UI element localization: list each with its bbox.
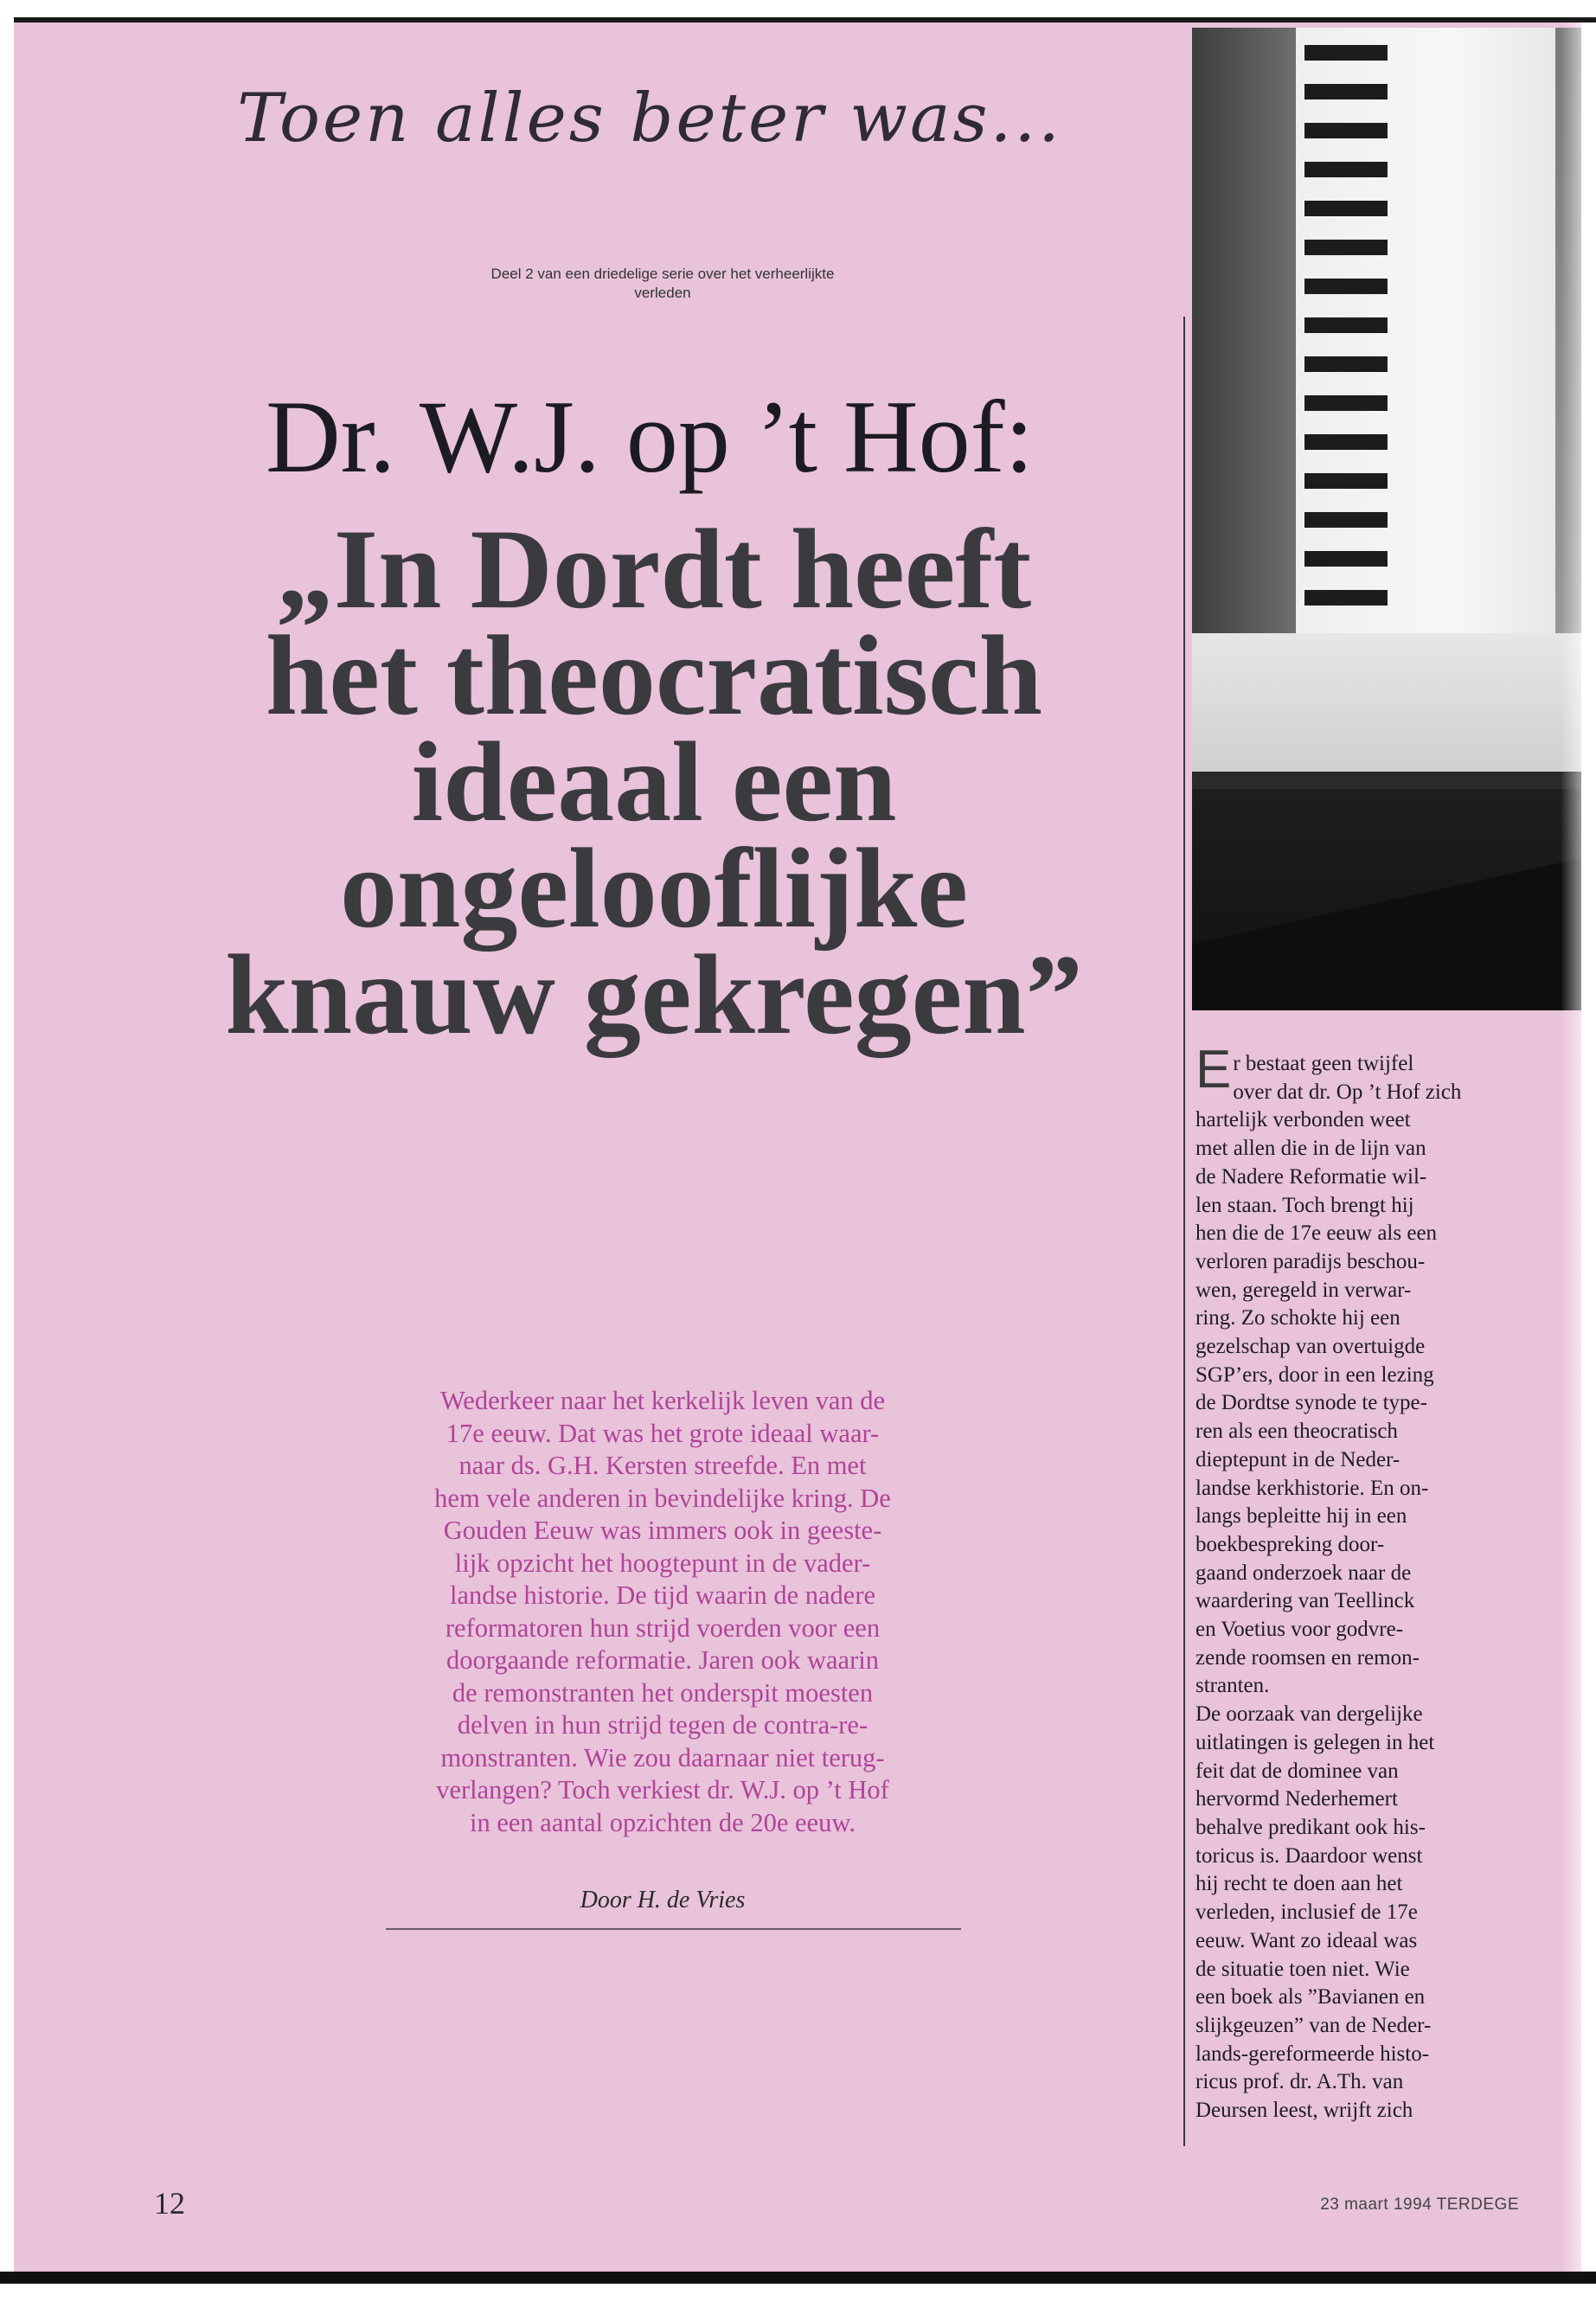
intro-line: 17e eeuw. Dat was het grote ideaal waar- <box>445 1418 880 1448</box>
scan-shadow <box>1561 22 1581 2272</box>
body-line: de Nadere Reformatie wil- <box>1195 1164 1427 1189</box>
intro-line: landse historie. De tijd waarin de nadere <box>449 1580 876 1610</box>
photo-wall <box>1192 28 1296 633</box>
body-line: toricus is. Daardoor wenst <box>1195 1843 1423 1868</box>
byline: Door H. de Vries <box>580 1887 746 1913</box>
body-line: lands-gereformeerde histo- <box>1195 2041 1430 2066</box>
series-line: Deel 2 van een driedelige serie over het verheerlijkte <box>490 266 835 282</box>
body-line: en Voetius voor godvre- <box>1195 1618 1404 1642</box>
body-line: De oorzaak van dergelijke <box>1195 1702 1423 1727</box>
publication-date: 23 maart 1994 TERDEGE <box>1320 2195 1519 2214</box>
photo-book-spines <box>1296 36 1400 633</box>
body-line: verleden, inclusief de 17e <box>1195 1900 1418 1925</box>
body-line: ren als een theocratisch <box>1195 1420 1398 1444</box>
headline-line: knauw gekregen” <box>225 931 1083 1058</box>
column-divider <box>1183 317 1185 2146</box>
body-line: hervormd Nederhemert <box>1195 1787 1398 1811</box>
intro-line: hem vele anderen in bevindelijke kring. De <box>434 1483 891 1513</box>
body-line: eeuw. Want zo ideaal was <box>1195 1928 1418 1952</box>
body-line: behalve predikant ook his- <box>1195 1815 1426 1839</box>
body-text <box>1195 1040 1494 2125</box>
intro-line: delven in hun strijd tegen de contra-re- <box>457 1710 869 1740</box>
body-line: uitlatingen is gelegen in het <box>1195 1730 1435 1754</box>
article-headline <box>187 505 1121 1058</box>
article-subject: Dr. W.J. op ’t Hof: <box>266 379 1034 494</box>
article-body <box>1195 1040 1494 2125</box>
intro-line: doorgaande reformatie. Jaren ook waarin <box>446 1645 879 1675</box>
body-line: Deursen leest, wrijft zich <box>1195 2099 1413 2123</box>
headline-line: het theocratisch <box>265 612 1043 739</box>
body-line: zende roomsen en remon- <box>1195 1645 1420 1670</box>
drop-cap: E <box>1195 1040 1232 1099</box>
body-line: een boek als ”Bavianen en <box>1195 1985 1426 2009</box>
body-line: hen die de 17e eeuw als een <box>1195 1221 1438 1246</box>
body-line: waardering van Teellinck <box>1195 1589 1415 1613</box>
body-line: len staan. Toch brengt hij <box>1195 1193 1414 1217</box>
scan-bottom-edge <box>0 2272 1596 2284</box>
body-line: hij recht te doen aan het <box>1195 1872 1403 1896</box>
body-line: landse kerkhistorie. En on- <box>1195 1476 1429 1500</box>
intro-line: in een aantal opzichten de 20e eeuw. <box>470 1807 856 1837</box>
body-line: langs bepleitte hij in een <box>1195 1504 1407 1529</box>
intro-line: naar ds. G.H. Kersten streefde. En met <box>458 1451 867 1480</box>
body-line: dieptepunt in de Neder- <box>1195 1447 1401 1471</box>
body-line: de Dordtse synode te type- <box>1195 1391 1427 1415</box>
body-line: r bestaat geen twijfel <box>1233 1052 1414 1075</box>
body-line: hartelijk verbonden weet <box>1195 1108 1411 1132</box>
article-photo <box>1192 28 1581 1010</box>
body-line: met allen die in de lijn van <box>1195 1137 1426 1161</box>
intro-line: lijk opzicht het hoogtepunt in de vader- <box>454 1548 871 1578</box>
headline-line: ideaal een <box>411 718 897 845</box>
body-line: ricus prof. dr. A.Th. van <box>1195 2070 1404 2094</box>
body-line: slijkgeuzen” van de Neder- <box>1195 2013 1432 2037</box>
intro-line: verlangen? Toch verkiest dr. W.J. op ’t Hof <box>436 1775 889 1804</box>
magazine-page <box>14 22 1581 2272</box>
intro-line: Gouden Eeuw was immers ook in geeste- <box>443 1516 882 1545</box>
byline-divider <box>386 1928 961 1930</box>
photo-light-area <box>1192 633 1581 776</box>
intro-line: Wederkeer naar het kerkelijk leven van de <box>439 1386 886 1415</box>
body-line: verloren paradijs beschou- <box>1195 1249 1426 1273</box>
headline-line: „In Dordt heeft <box>276 505 1032 632</box>
body-line: over dat dr. Op ’t Hof zich <box>1233 1080 1462 1104</box>
body-line: de situatie toen niet. Wie <box>1195 1957 1410 1981</box>
page-number: 12 <box>154 2186 185 2221</box>
body-line: feit dat de dominee van <box>1195 1759 1399 1783</box>
kicker-title: Toen alles beter was... <box>237 80 1062 157</box>
body-line: stranten. <box>1195 1674 1270 1698</box>
body-line: boekbespreking door- <box>1195 1532 1385 1556</box>
intro-line: monstranten. Wie zou daarnaar niet terug- <box>440 1742 885 1772</box>
intro-line: reformatoren hun strijd voerden voor een <box>445 1612 881 1643</box>
body-line: ring. Zo schokte hij een <box>1195 1306 1401 1330</box>
series-line: verleden <box>634 285 691 301</box>
body-line: gaand onderzoek naar de <box>1195 1561 1412 1585</box>
body-line: gezelschap van overtuigde <box>1195 1335 1426 1359</box>
body-line: wen, geregeld in verwar- <box>1195 1278 1412 1302</box>
photo-frame-edge <box>1192 772 1581 791</box>
intro-line: de remonstranten het onderspit moesten <box>452 1677 874 1708</box>
headline-line: ongelooflijke <box>340 824 968 952</box>
series-description <box>394 265 931 303</box>
article-intro <box>377 1385 948 1839</box>
body-line: SGP’ers, door in een lezing <box>1195 1362 1434 1387</box>
